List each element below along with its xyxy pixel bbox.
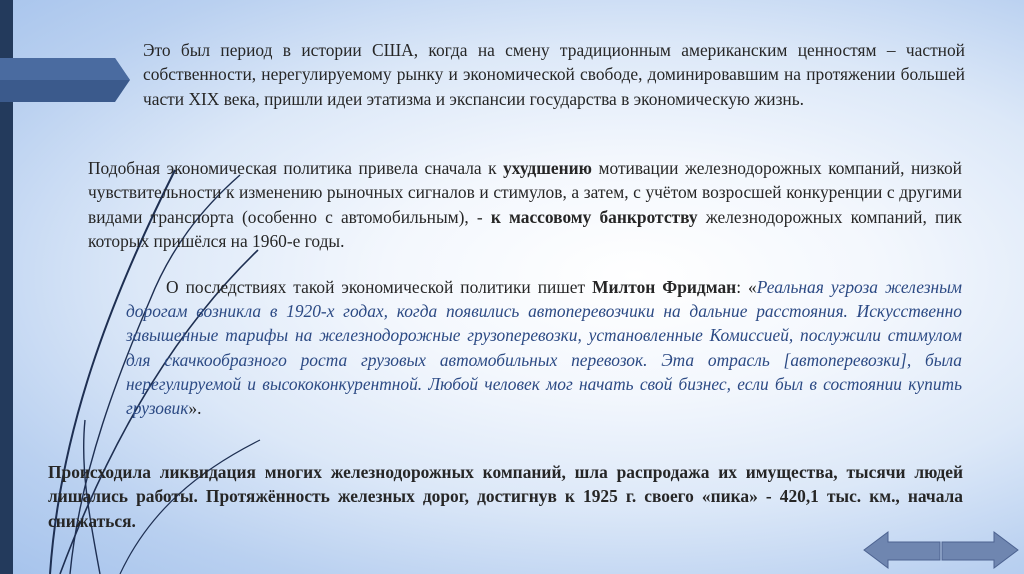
paragraph-policy-bold-1: ухудшению: [503, 158, 592, 178]
paragraph-friedman-quote: [126, 275, 962, 420]
paragraph-policy-text-1: Подобная экономическая политика привела сначала к: [88, 158, 504, 178]
quote-intro-text: О последствиях такой экономической политики пишет: [166, 277, 593, 297]
quote-author: Милтон Фридман: [592, 277, 737, 297]
left-accent-bar: [0, 0, 13, 574]
paragraph-policy-text-2: мотивации железнодорожных компаний, низкой чувствительности к изменению рыночных сигналов и стимулов, а затем, с учётом возросшей конкуренции с другими видами транспорта (особенно с автомобильным), -: [88, 158, 962, 227]
paragraph-intro: Это был период в истории США, когда на смену традиционным американским ценностям – частной собственности, нерегулируемому рынку и экономической свободе, доминировавшим на протяжении большей части XIX века, пришли идеи этатизма и экспансии государства в экономическую жизнь.: [143, 40, 965, 109]
right-arrow-icon: [942, 532, 1018, 568]
left-arrow-icon: [864, 532, 940, 568]
paragraph-policy-bold-2: к массовому банкротству: [490, 206, 698, 227]
paragraph-policy: [88, 156, 962, 254]
paragraph-policy-text-3: железнодорожных компаний, пик которых пришёлся на 1960-е годы.: [88, 206, 963, 252]
paragraph-liquidation: Происходила ликвидация многих железнодорожных компаний, шла распродажа их имущества, тысячи людей лишались работы. Протяжённость железных дорог, достигнув к 1925 г. своего «пика» - 420,1 тыс. км., начала снижаться.: [48, 462, 963, 531]
left-arrow-band: [0, 58, 130, 102]
next-slide-button[interactable]: [940, 528, 1020, 570]
quote-body: Реальная угроза железным дорогам возникла в 1920-х годах, когда появились автоперевозчики на дальние расстояния. Искусственно завышенные тарифы на железнодорожные грузоперевозки, установленные Комиссией, послужили стимулом для скачкообразного роста грузовых автомобильных перевозок. Эта отрасль [автоперевозки], была нерегулируемой и высококонкурентной. Любой человек мог начать свой бизнес, если был в состоянии купить грузовик: [126, 277, 963, 419]
quote-open: : «: [736, 277, 757, 297]
left-arrow-band-shade: [0, 58, 130, 80]
prev-slide-button[interactable]: [862, 528, 942, 570]
quote-close: ».: [188, 398, 202, 419]
